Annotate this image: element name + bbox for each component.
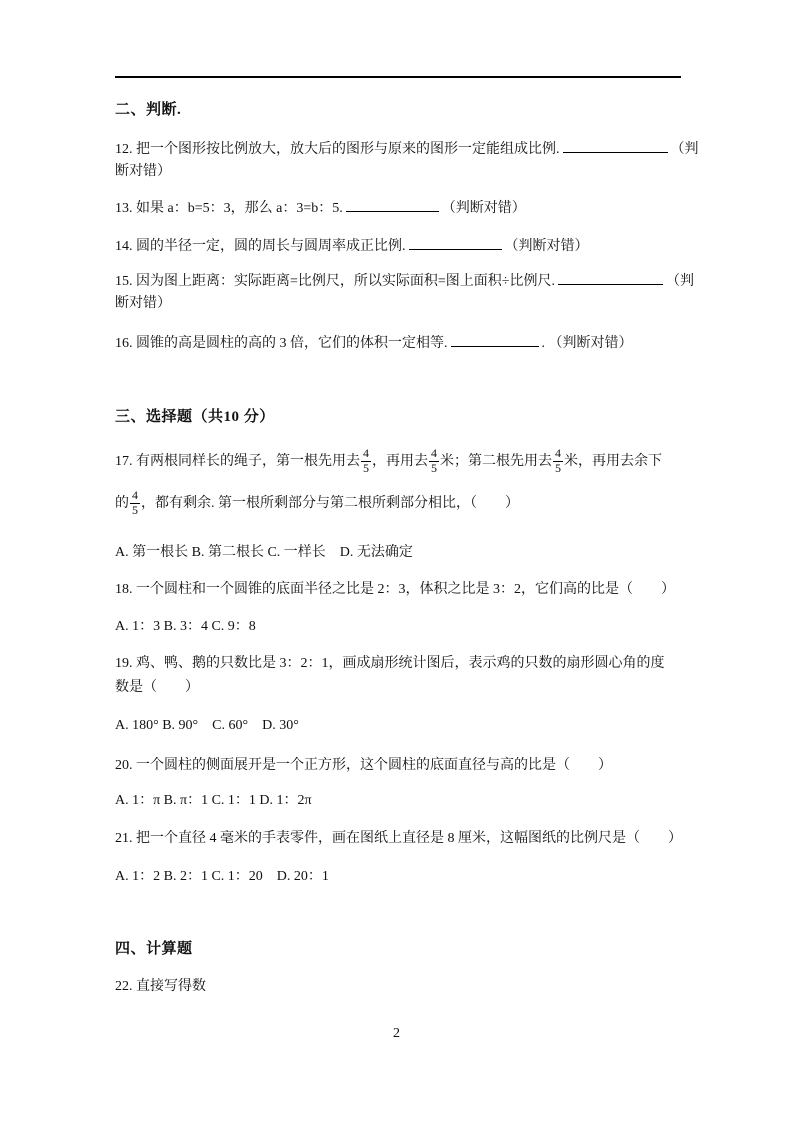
answer-blank-q16 <box>451 333 539 347</box>
section-choice-heading-text: 三、选择题（共10 分） <box>115 409 275 425</box>
answer-blank-q12 <box>563 139 668 153</box>
question-17-seg6: ，都有剩余. 第一根所剩部分与第二根所剩部分相比，（ ） <box>141 496 519 512</box>
section-calc-heading <box>115 940 193 959</box>
fraction-four-fifths <box>130 489 140 518</box>
fraction-numerator: 4 <box>431 446 437 460</box>
question-19-line2-text: 数是（ ） <box>115 680 199 695</box>
fraction-denominator: 5 <box>132 502 138 517</box>
fraction-denominator: 5 <box>363 460 369 475</box>
question-18-options-text: A. 1：3 B. 3：4 C. 9：8 <box>115 619 256 634</box>
question-16 <box>115 333 633 353</box>
question-18-text: 18. 一个圆柱和一个圆锥的底面半径之比是 2：3，体积之比是 3：2，它们高的比是（ ） <box>115 582 675 597</box>
question-20 <box>115 756 612 775</box>
answer-blank-q14 <box>409 236 502 250</box>
fraction-four-fifths <box>361 447 371 476</box>
question-17-options <box>115 543 413 562</box>
question-15-text: 15. 因为图上距离：实际距离=比例尺，所以实际面积=图上面积÷比例尺. <box>115 274 555 289</box>
section-choice-heading <box>115 408 275 427</box>
question-19-options-text: A. 180° B. 90° C. 60° D. 30° <box>115 718 299 733</box>
question-19-line-1 <box>115 654 665 673</box>
question-12-tail: （判 <box>670 142 699 157</box>
question-21-options <box>115 867 329 886</box>
header-rule <box>115 76 681 78</box>
question-17-line-1 <box>115 447 662 476</box>
page-number-text: 2 <box>393 1026 400 1041</box>
question-13-text: 13. 如果 a：b=5：3，那么 a：3=b：5. <box>115 201 343 216</box>
question-21-options-text: A. 1：2 B. 2：1 C. 1：20 D. 20：1 <box>115 869 329 884</box>
question-15-line-1 <box>115 271 694 291</box>
fraction-denominator: 5 <box>431 460 437 475</box>
question-13 <box>115 198 526 218</box>
section-calc-heading-text: 四、计算题 <box>115 941 193 957</box>
fraction-four-fifths <box>553 447 563 476</box>
question-14-text: 14. 圆的半径一定，圆的周长与圆周率成正比例. <box>115 239 406 254</box>
question-12-text: 12. 把一个图形按比例放大，放大后的图形与原来的图形一定能组成比例. <box>115 142 560 157</box>
question-17-seg5: 的 <box>115 496 129 512</box>
question-15-tail: （判 <box>665 274 694 289</box>
question-17-seg1: 17. 有两根同样长的绳子，第一根先用去 <box>115 454 360 470</box>
question-19-line1-text: 19. 鸡、鸭、鹅的只数比是 3：2：1，画成扇形统计图后，表示鸡的只数的扇形圆心角的度 <box>115 656 665 671</box>
question-20-options <box>115 791 312 810</box>
question-13-tail: （判断对错） <box>441 201 526 216</box>
fraction-denominator: 5 <box>555 460 561 475</box>
question-18-options <box>115 617 256 636</box>
question-16-text: 16. 圆锥的高是圆柱的高的 3 倍，它们的体积一定相等. <box>115 336 448 351</box>
question-17-seg3: 米；第二根先用去 <box>440 454 552 470</box>
question-22-text: 22. 直接写得数 <box>115 979 206 994</box>
fraction-numerator: 4 <box>132 488 138 502</box>
question-19-options <box>115 716 299 735</box>
question-18 <box>115 580 675 599</box>
question-15-line2-text: 断对错） <box>115 296 171 311</box>
question-15-line-2 <box>115 294 171 313</box>
question-12-line-1 <box>115 139 699 159</box>
question-17-line-2 <box>115 489 519 518</box>
question-20-options-text: A. 1：π B. π：1 C. 1：1 D. 1：2π <box>115 793 312 808</box>
fraction-numerator: 4 <box>363 446 369 460</box>
question-21 <box>115 829 682 848</box>
section-judge-heading <box>115 101 181 120</box>
question-14 <box>115 236 589 256</box>
fraction-four-fifths <box>429 447 439 476</box>
question-19-line-2 <box>115 678 199 697</box>
question-17-options-text: A. 第一根长 B. 第二根长 C. 一样长 D. 无法确定 <box>115 545 413 560</box>
fraction-numerator: 4 <box>555 446 561 460</box>
question-22 <box>115 977 206 996</box>
question-14-tail: （判断对错） <box>504 239 589 254</box>
question-16-tail: . （判断对错） <box>541 336 633 351</box>
question-20-text: 20. 一个圆柱的侧面展开是一个正方形，这个圆柱的底面直径与高的比是（ ） <box>115 758 612 773</box>
question-21-text: 21. 把一个直径 4 毫米的手表零件，画在图纸上直径是 8 厘米，这幅图纸的比例尺是（ ） <box>115 831 682 846</box>
page-number <box>0 1026 793 1042</box>
section-judge-heading-text: 二、判断. <box>115 102 182 118</box>
question-12-line-2 <box>115 162 171 181</box>
answer-blank-q13 <box>346 198 439 212</box>
answer-blank-q15 <box>558 271 663 285</box>
question-12-line2-text: 断对错） <box>115 164 171 179</box>
question-17-seg4: 米，再用去余下 <box>564 454 662 470</box>
question-17-seg2: ，再用去 <box>372 454 428 470</box>
